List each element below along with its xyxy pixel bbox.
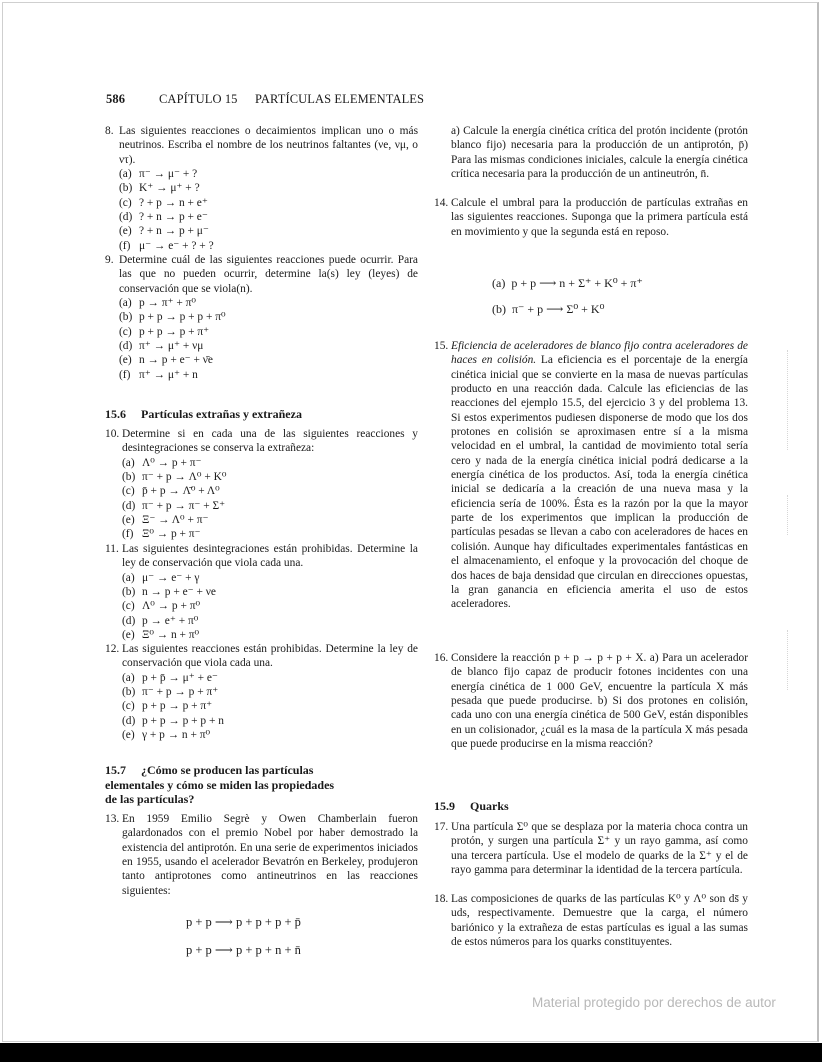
problem-13-continued: a) Calcule la energía cinética crítica del protón incidente (protón blanco fijo) necesaria para la producción de un antiprotón, p̄) Para las mismas condiciones iniciales, calcule la energía cinética crítica necesaria para la producción de un antineutrón, n̄. bbox=[451, 125, 748, 181]
subitem-d: (d) π⁻ + p → π⁻ + Σ⁺ bbox=[122, 499, 226, 512]
section-heading-15-6: 15.6 Partículas extrañas y extrañeza bbox=[105, 407, 302, 421]
problem-15 bbox=[434, 339, 748, 612]
problem-text: Determine cuál de las siguientes reacciones puede ocurrir. Para las que no pueden ocurrir, determine la(s) ley (leyes) de conservación que se viola(n). bbox=[119, 254, 418, 295]
equation-antiproton: p + p ⟶ p + p + p + p̄ bbox=[186, 915, 301, 929]
problem-number: 13. bbox=[105, 813, 120, 825]
subitem-a: (a) Λ⁰ → p + π⁻ bbox=[122, 456, 202, 469]
page-number: 586 bbox=[106, 92, 126, 106]
subitem-a: (a) p → π⁺ + π⁰ bbox=[119, 297, 196, 310]
section-heading-15-7: 15.7 ¿Cómo se producen las partículas elementales y cómo se miden las propiedades de las partículas? bbox=[105, 763, 335, 806]
problem-number: 12. bbox=[105, 643, 120, 655]
problem-text: Una partícula Σ⁰ que se desplaza por la materia choca contra un protón, y surgen una partícula Σ⁺ y un rayo gamma, así como una tercera partícula. Use el modelo de quarks de la Σ⁺ y el de rayo gamma para determinar la identidad de la tercera partícula. bbox=[451, 821, 748, 877]
problem-text: La eficiencia es el porcentaje de la energía cinética inicial que se convierte en la masa de nuevas partículas producto en una reacción dada. Calcule las eficiencias de las reacciones del ejemplo 15.5, del ejercicio 3 y del problema 13. Si estos experimentos pudiesen disponerse de modo que los dos protones en colisión se aproximasen entre sí a la misma velocidad en el umbral, la cantidad de movimiento total sería cero y nada de la energía cinética inicial podrá dedicarse a la energía cinética de los productos. Así, toda la energía cinética inicial se dedicaría a la creación de una nueva masa y la eficiencia sería de 100%. Ésta es la razón por la que la mayor parte de los experimentos que implican la producción de partículas pesadas se llevan a cabo con aceleradores de haces en colisión. Aunque hay dificultades experimentales fantásticas en el almacenamiento, el enfoque y la provocación del choque de dos haces de baja densidad que circulan en direcciones opuestas, la gran ganancia en eficiencia amerita el uso de estos aceleradores. bbox=[451, 354, 748, 611]
margin-bleed-marks bbox=[787, 350, 790, 450]
problem-number: 14. bbox=[434, 197, 449, 209]
subitem-d: (d) p → e⁺ + π⁰ bbox=[122, 614, 199, 627]
bottom-black-bar bbox=[0, 1043, 822, 1062]
problem-8 bbox=[105, 124, 418, 253]
equation-14a: (a) p + p ⟶ n + Σ⁺ + K⁰ + π⁺ bbox=[492, 276, 643, 290]
problem-17 bbox=[434, 820, 748, 877]
problem-13 bbox=[105, 812, 418, 898]
problem-number: 9. bbox=[105, 254, 114, 266]
subitem-d: (d) π⁺ → μ⁺ + νμ bbox=[119, 340, 204, 353]
subitem-c: (c) ? + p → n + e⁺ bbox=[119, 196, 208, 209]
subitem-b: (b) π⁻ + p → p + π⁺ bbox=[122, 686, 219, 699]
problem-text: Determine si en cada una de las siguientes reacciones y desintegraciones se conserva la extrañeza: bbox=[122, 428, 418, 455]
problem-text: Las siguientes desintegraciones están prohibidas. Determine la ley de conservación que viola cada una. bbox=[122, 543, 418, 570]
copyright-watermark: Material protegido por derechos de autor bbox=[532, 995, 776, 1010]
margin-bleed-marks bbox=[787, 495, 790, 535]
problem-title: Eficiencia de aceleradores de blanco fijo contra aceleradores de haces en colisión. bbox=[451, 340, 748, 367]
subitem-f: (f) μ⁻ → e⁻ + ? + ? bbox=[119, 239, 214, 252]
equation-14b: (b) π⁻ + p ⟶ Σ⁰ + K⁰ bbox=[492, 302, 605, 316]
problem-number: 11. bbox=[105, 543, 119, 555]
problem-text: Considere la reacción p + p → p + p + X. a) Para un acelerador de blanco fijo capaz de producir fotones incidentes con una energía cinética de 1 000 GeV, encuentre la partícula X más pesada que puede producirse. b) Si dos protones en colisión, cada uno con una energía cinética de 500 GeV, están disponibles en un colisionador, ¿cuál es la masa de la partícula X más pesada que puede producirse en la misma reacción? bbox=[451, 652, 748, 751]
section-heading-15-9: 15.9 Quarks bbox=[434, 799, 509, 813]
problem-number: 15. bbox=[434, 340, 449, 352]
problem-text: Las siguientes reacciones están prohibidas. Determine la ley de conservación que viola cada una. bbox=[122, 643, 418, 670]
problem-text: Las composiciones de quarks de las partículas K⁰ y Λ⁰ son ds̄ y uds, respectivamente. Demuestre que la carga, el número bariónico y la extrañeza de estas partículas es igual a las sumas de estos números para los quarks constituyentes. bbox=[451, 893, 748, 949]
subitem-a: (a) p + p̄ → μ⁺ + e⁻ bbox=[122, 671, 218, 684]
subitem-c: (c) p + p → p + π⁺ bbox=[119, 325, 210, 338]
subitem-f: (f) Ξ⁰ → p + π⁻ bbox=[122, 528, 201, 541]
problem-18 bbox=[434, 892, 748, 949]
subitem-e: (e) ? + n → p + μ⁻ bbox=[119, 225, 209, 238]
problem-text: En 1959 Emilio Segrè y Owen Chamberlain fueron galardonados con el premio Nobel por haber demostrado la existencia del antiprotón. En una serie de experimentos iniciados en 1955, usando el acelerador Bevatrón en Berkeley, produjeron tanto antiprotones como antineutrinos en las reacciones siguientes: bbox=[122, 813, 418, 897]
subitem-c: (c) p̄ + p → Λ̄⁰ + Λ⁰ bbox=[122, 485, 220, 498]
problem-number: 17. bbox=[434, 821, 449, 833]
problem-text: Calcule el umbral para la producción de partículas extrañas en las siguientes reacciones. Suponga que la primera partícula está en movimiento y que la segunda está en reposo. bbox=[451, 197, 748, 238]
subitem-d: (d) ? + n → p + e⁻ bbox=[119, 211, 208, 224]
margin-bleed-marks bbox=[787, 630, 790, 690]
problem-11 bbox=[105, 542, 418, 642]
problem-10 bbox=[105, 427, 418, 542]
subitem-d: (d) p + p → p + p + n bbox=[122, 714, 224, 727]
subitem-c: (c) p + p → p + π⁺ bbox=[122, 700, 213, 713]
problem-9 bbox=[105, 253, 418, 382]
problem-14 bbox=[434, 196, 748, 239]
subitem-a: (a) μ⁻ → e⁻ + γ bbox=[122, 571, 200, 584]
subitem-e: (e) Ξ⁻ → Λ⁰ + π⁻ bbox=[122, 514, 209, 527]
problem-number: 10. bbox=[105, 428, 120, 440]
problem-text: Las siguientes reacciones o decaimientos implican uno o más neutrinos. Escriba el nombre de los neutrinos faltantes (νe, νμ, o ντ). bbox=[119, 125, 418, 166]
subitem-a: (a) π⁻ → μ⁻ + ? bbox=[119, 168, 198, 181]
subitem-e: (e) Ξ⁰ → n + π⁰ bbox=[122, 629, 200, 642]
problem-12 bbox=[105, 642, 418, 742]
equation-antineutron: p + p ⟶ p + p + n + n̄ bbox=[186, 943, 301, 957]
problem-number: 16. bbox=[434, 652, 449, 664]
problem-number: 18. bbox=[434, 893, 449, 905]
chapter-label: CAPÍTULO 15 bbox=[159, 92, 238, 106]
subitem-b: (b) n → p + e⁻ + νe bbox=[122, 586, 216, 599]
subitem-b: (b) π⁻ + p → Λ⁰ + K⁰ bbox=[122, 471, 227, 484]
subitem-b: (b) K⁺ → μ⁺ + ? bbox=[119, 182, 200, 195]
subitem-e: (e) γ + p → n + π⁰ bbox=[122, 729, 211, 742]
subitem-c: (c) Λ⁰ → p + π⁰ bbox=[122, 600, 201, 613]
problem-number: 8. bbox=[105, 125, 114, 137]
subitem-b: (b) p + p → p + p + π⁰ bbox=[119, 311, 226, 324]
chapter-title: PARTÍCULAS ELEMENTALES bbox=[255, 92, 425, 106]
subitem-f: (f) π⁺ → μ⁺ + n bbox=[119, 368, 198, 381]
problem-16 bbox=[434, 651, 748, 751]
subitem-e: (e) n → p + e⁻ + ν̄e bbox=[119, 354, 213, 367]
